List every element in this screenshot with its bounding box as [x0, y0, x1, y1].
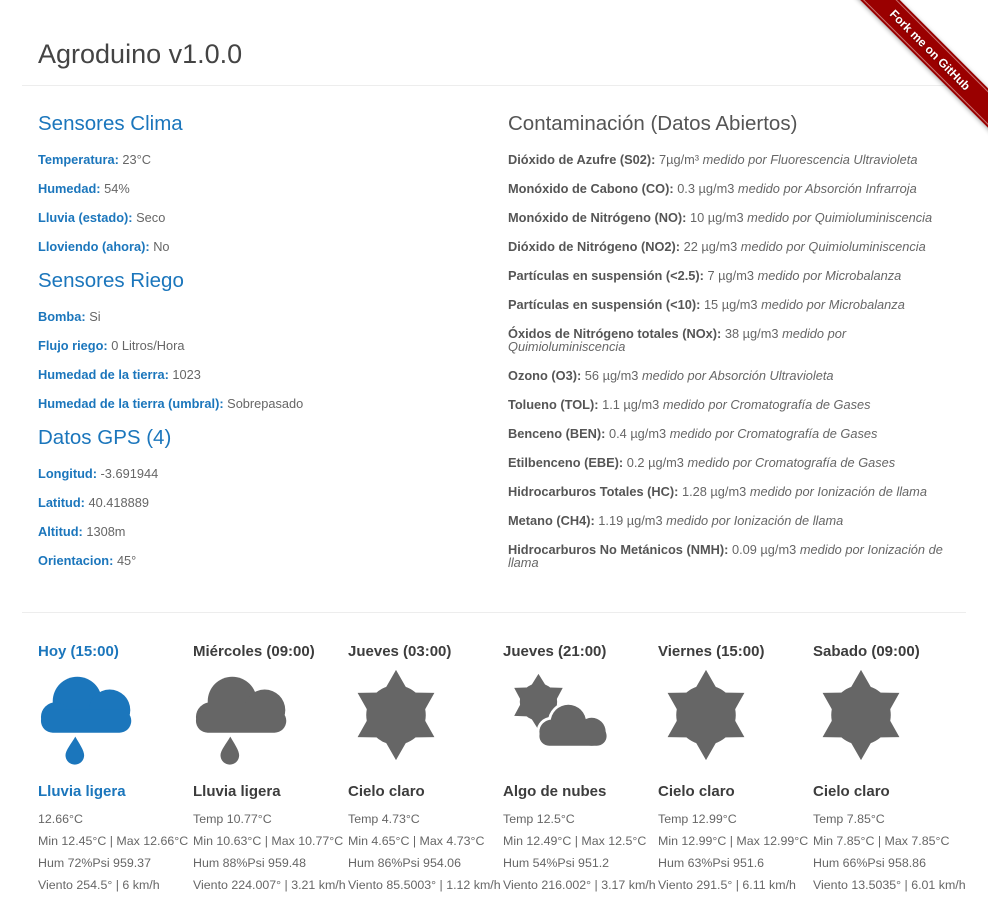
pollution-row	[508, 485, 950, 498]
forecast-card	[503, 613, 658, 896]
pollution-value: 22 µg/m3	[683, 239, 738, 254]
sun-icon	[348, 667, 444, 763]
github-ribbon-wrap	[838, 0, 988, 150]
pollution-value: 10 µg/m3	[689, 210, 744, 225]
pollution-method: medido por Ionización de llama	[508, 542, 943, 570]
pollution-label: Metano (CH4):	[508, 513, 595, 528]
forecast-card	[658, 613, 813, 896]
forecast-day: Jueves (21:00)	[503, 643, 607, 660]
pollution-row	[508, 182, 950, 195]
pollution-row	[508, 211, 950, 224]
pollution-label: Ozono (O3):	[508, 368, 582, 383]
riego-value: 1023	[172, 367, 201, 382]
pollution-method: medido por Cromatografía de Gases	[669, 426, 878, 441]
pollution-label: Dióxido de Nitrógeno (NO2):	[508, 239, 681, 254]
clima-label: Temperatura:	[38, 152, 119, 167]
pollution-value: 15 µg/m3	[703, 297, 758, 312]
pollution-method: medido por Microbalanza	[757, 268, 902, 283]
sun-icon	[813, 667, 909, 763]
forecast-card	[193, 613, 348, 896]
forecast-wind: Viento 216.002° | 3.17 km/h	[503, 878, 656, 892]
forecast-condition: Lluvia ligera	[193, 783, 281, 800]
pollution-label: Hidrocarburos No Metánicos (NMH):	[508, 542, 729, 557]
riego-row	[38, 368, 508, 381]
pollution-row	[508, 327, 950, 353]
clima-row	[38, 182, 508, 195]
pollution-row	[508, 298, 950, 311]
pollution-row	[508, 369, 950, 382]
forecast-minmax: Min 4.65°C | Max 4.73°C	[348, 834, 485, 848]
gps-label: Orientacion:	[38, 553, 114, 568]
rain-cloud-icon	[193, 667, 301, 767]
pollution-value: 1.28 µg/m3	[681, 484, 747, 499]
clima-heading: Sensores Clima	[38, 112, 183, 135]
forecast-icon	[348, 667, 503, 771]
pollution-value: 1.19 µg/m3	[598, 513, 663, 528]
forecast-minmax: Min 12.49°C | Max 12.5°C	[503, 834, 647, 848]
riego-label: Humedad de la tierra:	[38, 367, 169, 382]
sun-icon	[658, 667, 754, 763]
gps-value: -3.691944	[100, 466, 159, 481]
forecast-card	[348, 613, 503, 896]
pollution-method: medido por Cromatografía de Gases	[662, 397, 871, 412]
riego-row	[38, 310, 508, 323]
forecast-wind: Viento 13.5035° | 6.01 km/h	[813, 878, 966, 892]
pollution-row	[508, 153, 950, 166]
riego-value: Si	[89, 309, 101, 324]
rain-cloud-icon	[38, 667, 146, 767]
forecast-section	[22, 613, 966, 896]
sensors-column	[38, 112, 508, 585]
forecast-day: Sabado (09:00)	[813, 643, 920, 660]
pollution-row	[508, 240, 950, 253]
fork-me-on-github-ribbon[interactable]: Fork me on GitHub	[842, 0, 988, 138]
forecast-wind: Viento 85.5003° | 1.12 km/h	[348, 878, 501, 892]
forecast-humidity: Hum 63%Psi 951.6	[658, 856, 765, 870]
gps-value: 45°	[116, 553, 137, 568]
forecast-icon	[503, 667, 658, 771]
gps-label: Altitud:	[38, 524, 83, 539]
forecast-humidity: Hum 66%Psi 958.86	[813, 856, 926, 870]
pollution-row	[508, 543, 950, 569]
forecast-card	[813, 613, 968, 896]
pollution-value: 7µg/m³	[658, 152, 700, 167]
forecast-temp: Temp 7.85°C	[813, 812, 885, 826]
forecast-humidity: Hum 86%Psi 954.06	[348, 856, 461, 870]
forecast-minmax: Min 12.45°C | Max 12.66°C	[38, 834, 189, 848]
pollution-label: Monóxido de Nitrógeno (NO):	[508, 210, 687, 225]
gps-row	[38, 496, 508, 509]
forecast-humidity: Hum 54%Psi 951.2	[503, 856, 610, 870]
forecast-icon	[38, 667, 193, 771]
pollution-value: 0.3 µg/m3	[677, 181, 735, 196]
riego-value: 0 Litros/Hora	[111, 338, 185, 353]
forecast-wind: Viento 224.007° | 3.21 km/h	[193, 878, 346, 892]
riego-heading: Sensores Riego	[38, 269, 184, 292]
clima-value: 54%	[104, 181, 130, 196]
forecast-temp: Temp 12.99°C	[658, 812, 737, 826]
forecast-day: Miércoles (09:00)	[193, 643, 315, 660]
clima-row	[38, 153, 508, 166]
gps-row	[38, 467, 508, 480]
forecast-day: Viernes (15:00)	[658, 643, 765, 660]
riego-label: Humedad de la tierra (umbral):	[38, 396, 224, 411]
pollution-label: Monóxido de Cabono (CO):	[508, 181, 674, 196]
pollution-method: medido por Absorción Ultravioleta	[641, 368, 834, 383]
gps-row	[38, 525, 508, 538]
pollution-row	[508, 514, 950, 527]
clima-label: Lluvia (estado):	[38, 210, 133, 225]
pollution-row	[508, 456, 950, 469]
pollution-heading: Contaminación (Datos Abiertos)	[508, 112, 798, 135]
forecast-minmax: Min 7.85°C | Max 7.85°C	[813, 834, 950, 848]
gps-label: Latitud:	[38, 495, 85, 510]
gps-row	[38, 554, 508, 567]
forecast-humidity: Hum 72%Psi 959.37	[38, 856, 151, 870]
sun-cloud-icon	[503, 667, 615, 763]
clima-label: Humedad:	[38, 181, 101, 196]
page-title: Agroduino v1.0.0	[38, 39, 243, 69]
forecast-condition: Cielo claro	[348, 783, 425, 800]
forecast-wind: Viento 254.5° | 6 km/h	[38, 878, 160, 892]
pollution-value: 7 µg/m3	[707, 268, 754, 283]
gps-value: 1308m	[86, 524, 126, 539]
pollution-label: Tolueno (TOL):	[508, 397, 599, 412]
forecast-condition: Cielo claro	[658, 783, 735, 800]
riego-label: Bomba:	[38, 309, 86, 324]
pollution-row	[508, 398, 950, 411]
forecast-humidity: Hum 88%Psi 959.48	[193, 856, 306, 870]
forecast-wind: Viento 291.5° | 6.11 km/h	[658, 878, 796, 892]
pollution-column	[508, 112, 950, 585]
riego-row	[38, 397, 508, 410]
riego-value: Sobrepasado	[227, 396, 304, 411]
forecast-condition: Cielo claro	[813, 783, 890, 800]
pollution-method: medido por Quimioluminiscencia	[747, 210, 933, 225]
forecast-day: Jueves (03:00)	[348, 643, 452, 660]
pollution-value: 1.1 µg/m3	[602, 397, 660, 412]
clima-value: No	[153, 239, 170, 254]
pollution-method: medido por Ionización de llama	[666, 513, 844, 528]
clima-row	[38, 211, 508, 224]
pollution-label: Partículas en suspensión (<10):	[508, 297, 701, 312]
pollution-value: 0.2 µg/m3	[626, 455, 684, 470]
forecast-temp: 12.66°C	[38, 812, 83, 826]
gps-label: Longitud:	[38, 466, 97, 481]
pollution-value: 38 µg/m3	[724, 326, 779, 341]
forecast-icon	[193, 667, 348, 771]
pollution-label: Hidrocarburos Totales (HC):	[508, 484, 679, 499]
pollution-method: medido por Microbalanza	[761, 297, 905, 312]
forecast-temp: Temp 4.73°C	[348, 812, 420, 826]
forecast-condition: Algo de nubes	[503, 783, 607, 800]
forecast-icon	[658, 667, 813, 771]
forecast-minmax: Min 12.99°C | Max 12.99°C	[658, 834, 809, 848]
riego-label: Flujo riego:	[38, 338, 108, 353]
pollution-value: 56 µg/m3	[584, 368, 639, 383]
forecast-day: Hoy (15:00)	[38, 643, 119, 660]
gps-value: 40.418889	[88, 495, 149, 510]
forecast-temp: Temp 10.77°C	[193, 812, 272, 826]
gps-heading: Datos GPS (4)	[38, 426, 172, 449]
pollution-method: medido por Cromatografía de Gases	[687, 455, 896, 470]
pollution-label: Etilbenceno (EBE):	[508, 455, 624, 470]
clima-value: Seco	[136, 210, 166, 225]
forecast-icon	[813, 667, 968, 771]
pollution-label: Benceno (BEN):	[508, 426, 606, 441]
pollution-value: 0.4 µg/m3	[608, 426, 667, 441]
pollution-label: Óxidos de Nitrógeno totales (NOx):	[508, 326, 722, 341]
pollution-method: medido por Quimioluminiscencia	[508, 326, 847, 354]
pollution-value: 0.09 µg/m3	[731, 542, 797, 557]
pollution-label: Dióxido de Azufre (S02):	[508, 152, 656, 167]
pollution-label: Partículas en suspensión (<2.5):	[508, 268, 704, 283]
pollution-method: medido por Ionización de llama	[749, 484, 927, 499]
forecast-condition: Lluvia ligera	[38, 783, 126, 800]
clima-value: 23°C	[122, 152, 151, 167]
pollution-method: medido por Absorción Infrarroja	[737, 181, 917, 196]
clima-label: Lloviendo (ahora):	[38, 239, 150, 254]
pollution-row	[508, 427, 950, 440]
forecast-minmax: Min 10.63°C | Max 10.77°C	[193, 834, 344, 848]
riego-row	[38, 339, 508, 352]
pollution-method: medido por Quimioluminiscencia	[740, 239, 926, 254]
forecast-card	[38, 613, 193, 896]
clima-row	[38, 240, 508, 253]
forecast-temp: Temp 12.5°C	[503, 812, 575, 826]
pollution-method: medido por Fluorescencia Ultravioleta	[702, 152, 918, 167]
pollution-row	[508, 269, 950, 282]
